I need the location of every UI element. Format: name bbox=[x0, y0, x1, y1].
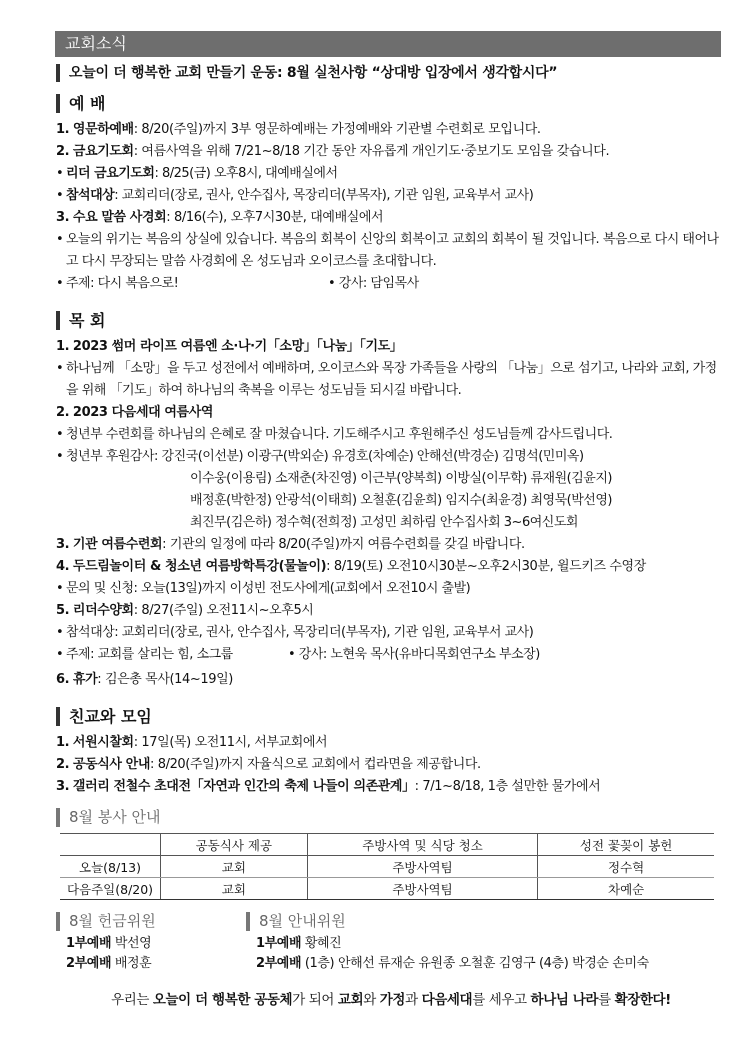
mokhoe-item-6: 6. 휴가: 김은총 목사(14~19일) bbox=[56, 672, 233, 687]
worship-bullet-2: • 참석대상: 교회리더(장로, 권사, 안수집사, 목장리더(부목자), 기관 임원, 교육부서 교사) bbox=[56, 188, 534, 203]
row-cell: 주방사역팀 bbox=[307, 856, 537, 878]
mokhoe-item-1: 1. 2023 썸머 라이프 여름엔 소·나·기「소망」「나눔」「기도」 bbox=[56, 339, 403, 354]
mokhoe-heading: 목 회 bbox=[56, 311, 726, 330]
ushers-heading: 8월 안내위원 bbox=[246, 912, 726, 931]
row-cell: 차예순 bbox=[538, 878, 714, 900]
offering-row-1: 1부예배 박선영 bbox=[66, 936, 152, 951]
row-label: 다음주일(8/20) bbox=[60, 878, 161, 900]
row-cell: 정수혁 bbox=[538, 856, 714, 878]
fellowship-item-2: 2. 공동식사 안내: 8/20(주일)까지 자율식으로 교회에서 컵라면을 제공합니다. bbox=[56, 757, 481, 772]
service-header-blank bbox=[60, 834, 161, 856]
worship-item-1: 1. 영문하예배: 8/20(주일)까지 3부 영문하예배는 가정예배와 기관별 수련회로 모입니다. bbox=[56, 122, 541, 137]
table-row bbox=[60, 878, 714, 900]
worship-bullet-3: • 오늘의 위기는 복음의 상실에 있습니다. 복음의 회복이 신앙의 회복이고 교회의 회복이 될 것입니다. 복음으로 다시 태어나고 다시 무장되는 말씀 사경회에 온 성도님과 오이코스를 초대합니다. bbox=[56, 232, 719, 269]
ushers-row-1: 1부예배 황혜진 bbox=[256, 936, 342, 951]
supporter-line-4: 최진무(김은하) 정수혁(전희정) 고성민 최하림 안수집사회 3~6여신도회 bbox=[190, 515, 578, 530]
service-header-col1: 공동식사 제공 bbox=[161, 834, 308, 856]
mokhoe-bullet-2: • 청년부 수련회를 하나님의 은혜로 잘 마쳤습니다. 기도해주시고 후원해주신 성도님들께 감사드립니다. bbox=[56, 427, 613, 442]
fellowship-heading: 친교와 모임 bbox=[56, 707, 726, 726]
offering-heading: 8월 헌금위원 bbox=[56, 912, 246, 931]
section-banner: 교회소식 bbox=[55, 31, 721, 57]
mokhoe-item-4: 4. 두드림놀이터 & 청소년 여름방학특강(물놀이): 8/19(토) 오전10시30분~오후2시30분, 윌드키즈 수영장 bbox=[56, 559, 646, 574]
row-cell: 주방사역팀 bbox=[307, 878, 537, 900]
worship-item-2: 2. 금요기도회: 여름사역을 위해 7/21~8/18 기간 동안 자유롭게 개인기도·중보기도 모임을 갖습니다. bbox=[56, 144, 610, 159]
mokhoe-bullet-1: • 하나님께 「소망」을 두고 성전에서 예배하며, 오이코스와 목장 가족들을 사랑의 「나눔」으로 섬기고, 나라와 교회, 가정을 위해 「기도」하여 하나님의 축복을 이루는 성도님들 되시길 바랍니다. bbox=[56, 361, 717, 398]
mokhoe-bullet-5: • 참석대상: 교회리더(장로, 권사, 안수집사, 목장리더(부목자), 기관 임원, 교육부서 교사) bbox=[56, 625, 534, 640]
service-header-col3: 성전 꽃꽂이 봉헌 bbox=[538, 834, 714, 856]
supporter-line-3: 배정훈(박한정) 안광석(이태희) 오철훈(김윤희) 임지수(최윤경) 최영묵(박선영) bbox=[190, 493, 612, 508]
mission-statement: 우리는 오늘이 더 행복한 공동체가 되어 교회와 가정과 다음세대를 세우고 하나님 나라를 확장한다! bbox=[111, 992, 671, 1008]
service-header-col2: 주방사역 및 식당 청소 bbox=[307, 834, 537, 856]
mokhoe-item-2: 2. 2023 다음세대 여름사역 bbox=[56, 405, 214, 420]
offering-block bbox=[56, 912, 246, 974]
mokhoe-bullet-3: • 청년부 후원감사: 강진국(이선분) 이광구(박외순) 유경호(차예순) 안해선(박경순) 김명석(민미옥) bbox=[56, 449, 584, 464]
ushers-block bbox=[246, 912, 726, 974]
worship-bullet-4: • 주제: 다시 복음으로! • 강사: 담임목사 bbox=[56, 276, 419, 291]
service-heading: 8월 봉사 안내 bbox=[56, 808, 726, 827]
offering-row-2: 2부예배 배정훈 bbox=[66, 956, 152, 971]
mokhoe-bullet-6: • 주제: 교회를 살리는 힘, 소그룹 • 강사: 노현욱 목사(유바디목회연구소 부소장) bbox=[56, 647, 540, 662]
fellowship-item-1: 1. 서원시찰회: 17일(목) 오전11시, 서부교회에서 bbox=[56, 735, 328, 750]
service-table bbox=[60, 833, 714, 900]
campaign-title: 오늘이 더 행복한 교회 만들기 운동: 8월 실천사항 “상대방 입장에서 생각합시다” bbox=[56, 64, 726, 82]
volunteers-section bbox=[56, 912, 726, 974]
service-table-header bbox=[60, 834, 714, 856]
row-cell: 교회 bbox=[161, 878, 308, 900]
worship-bullet-1: • 리더 금요기도회: 8/25(금) 오후8시, 대예배실에서 bbox=[56, 166, 338, 181]
mokhoe-item-5: 5. 리더수양회: 8/27(주일) 오전11시~오후5시 bbox=[56, 603, 314, 618]
news-content bbox=[56, 64, 726, 1008]
ushers-row-2: 2부예배 (1층) 안해선 류재순 유원종 오철훈 김영구 (4층) 박경순 손미숙 bbox=[256, 956, 649, 971]
worship-heading: 예 배 bbox=[56, 94, 726, 113]
worship-item-3: 3. 수요 말씀 사경회: 8/16(수), 오후7시30분, 대예배실에서 bbox=[56, 210, 384, 225]
mokhoe-bullet-4: • 문의 및 신청: 오늘(13일)까지 이성빈 전도사에게(교회에서 오전10시 출발) bbox=[56, 581, 471, 596]
row-cell: 교회 bbox=[161, 856, 308, 878]
supporter-line-2: 이수웅(이용림) 소재춘(차진영) 이근부(양복희) 이방실(이무학) 류재원(김윤지) bbox=[190, 471, 612, 486]
mokhoe-item-3: 3. 기관 여름수련회: 기관의 일정에 따라 8/20(주일)까지 여름수련회를 갖길 바랍니다. bbox=[56, 537, 525, 552]
fellowship-item-3: 3. 갤러리 전철수 초대전「자연과 인간의 축제 나들이 의존관계」: 7/1~8/18, 1층 설만한 물가에서 bbox=[56, 779, 601, 794]
table-row bbox=[60, 856, 714, 878]
row-label: 오늘(8/13) bbox=[60, 856, 161, 878]
